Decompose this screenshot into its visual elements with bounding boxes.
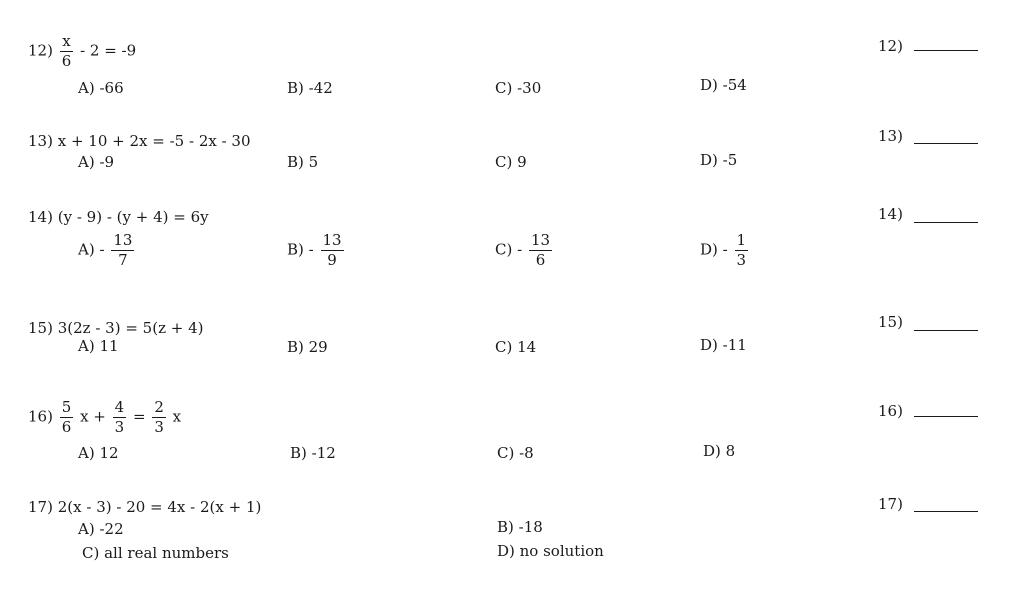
choice-c: C) -8 — [497, 444, 534, 462]
equation: (y - 9) - (y + 4) = 6y — [57, 208, 209, 226]
choice-a: A) -22 — [78, 520, 124, 538]
answer-label: 16) — [878, 402, 903, 420]
problem-number: 13) — [28, 132, 53, 150]
answer-blank[interactable] — [914, 511, 978, 512]
equation: x + 10 + 2x = -5 - 2x - 30 — [57, 132, 251, 150]
problem-number: 12) — [28, 41, 53, 60]
fraction-denominator: 9 — [327, 251, 337, 269]
choice-a: A) 12 — [78, 444, 119, 462]
choice-b: B) 29 — [287, 338, 328, 356]
problem-16-statement — [28, 400, 181, 435]
choice-b: B) -42 — [287, 79, 333, 97]
answer-label: 13) — [878, 127, 903, 145]
problem-17-statement — [28, 500, 261, 515]
fraction — [113, 400, 127, 435]
choice-a: A) -66 — [78, 79, 124, 97]
equation: 2(x - 3) - 20 = 4x - 2(x + 1) — [57, 498, 262, 516]
choice-d — [700, 233, 750, 268]
choice-c: C) 14 — [495, 338, 537, 356]
choice-b: B) -12 — [290, 444, 336, 462]
choice-c — [495, 233, 554, 268]
fraction-numerator: 5 — [61, 398, 72, 416]
choice-b — [287, 233, 346, 268]
problem-number: 16) — [28, 407, 53, 426]
choice-label: B) - — [287, 240, 314, 259]
choice-b: B) 5 — [287, 153, 319, 171]
fraction-denominator: 6 — [535, 251, 546, 269]
choice-b: B) -18 — [497, 518, 543, 536]
choice-d: D) -11 — [700, 336, 747, 354]
fraction — [152, 400, 166, 435]
choice-c: C) 9 — [495, 153, 527, 171]
choice-label: D) - — [700, 240, 728, 259]
choice-c: C) all real numbers — [82, 544, 229, 562]
problem-number: 15) — [28, 319, 53, 337]
answer-blank[interactable] — [914, 50, 978, 51]
fraction — [111, 233, 134, 268]
choice-c: C) -30 — [495, 79, 542, 97]
equation-rest: - 2 = -9 — [80, 41, 137, 60]
fraction — [735, 233, 749, 268]
problem-12-statement — [28, 34, 136, 69]
answer-label: 17) — [878, 495, 903, 513]
fraction-numerator: 13 — [322, 231, 342, 249]
answer-blank[interactable] — [914, 330, 978, 331]
fraction-numerator: 4 — [114, 398, 125, 416]
equation-term: = — [132, 407, 146, 426]
equation-term: x + — [80, 407, 106, 426]
problem-number: 17) — [28, 498, 53, 516]
answer-label: 14) — [878, 205, 903, 223]
choice-a — [78, 233, 136, 268]
choice-label: A) - — [78, 240, 105, 259]
answer-label: 15) — [878, 313, 903, 331]
answer-blank[interactable] — [914, 416, 978, 417]
fraction-denominator: 3 — [154, 418, 164, 436]
fraction-denominator: 6 — [61, 52, 72, 70]
fraction — [60, 400, 74, 435]
choice-a: A) 11 — [78, 337, 119, 355]
equation: 3(2z - 3) = 5(z + 4) — [57, 319, 204, 337]
choice-a: A) -9 — [78, 153, 115, 171]
problem-13-statement — [28, 134, 251, 149]
fraction-numerator: 13 — [113, 231, 133, 249]
choice-d: D) 8 — [703, 442, 736, 460]
answer-label: 12) — [878, 37, 903, 55]
fraction-numerator: 2 — [154, 398, 164, 416]
fraction-numerator: x — [60, 34, 74, 52]
fraction-denominator: 3 — [114, 418, 125, 436]
fraction — [321, 233, 344, 268]
fraction-denominator: 3 — [736, 251, 747, 269]
fraction-denominator: 6 — [61, 418, 72, 436]
equation-term: x — [172, 407, 182, 426]
choice-d: D) -54 — [700, 76, 747, 94]
answer-blank[interactable] — [914, 143, 978, 144]
answer-blank[interactable] — [914, 222, 978, 223]
fraction-denominator: 7 — [118, 251, 128, 269]
choice-d: D) -5 — [700, 151, 738, 169]
problem-15-statement — [28, 321, 203, 336]
choice-d: D) no solution — [497, 542, 604, 560]
choice-label: C) - — [495, 240, 523, 259]
problem-14-statement — [28, 210, 209, 225]
fraction-numerator: 1 — [736, 231, 747, 249]
fraction-numerator: 13 — [530, 231, 551, 249]
problem-number: 14) — [28, 208, 53, 226]
fraction — [60, 34, 74, 69]
fraction — [529, 233, 552, 268]
